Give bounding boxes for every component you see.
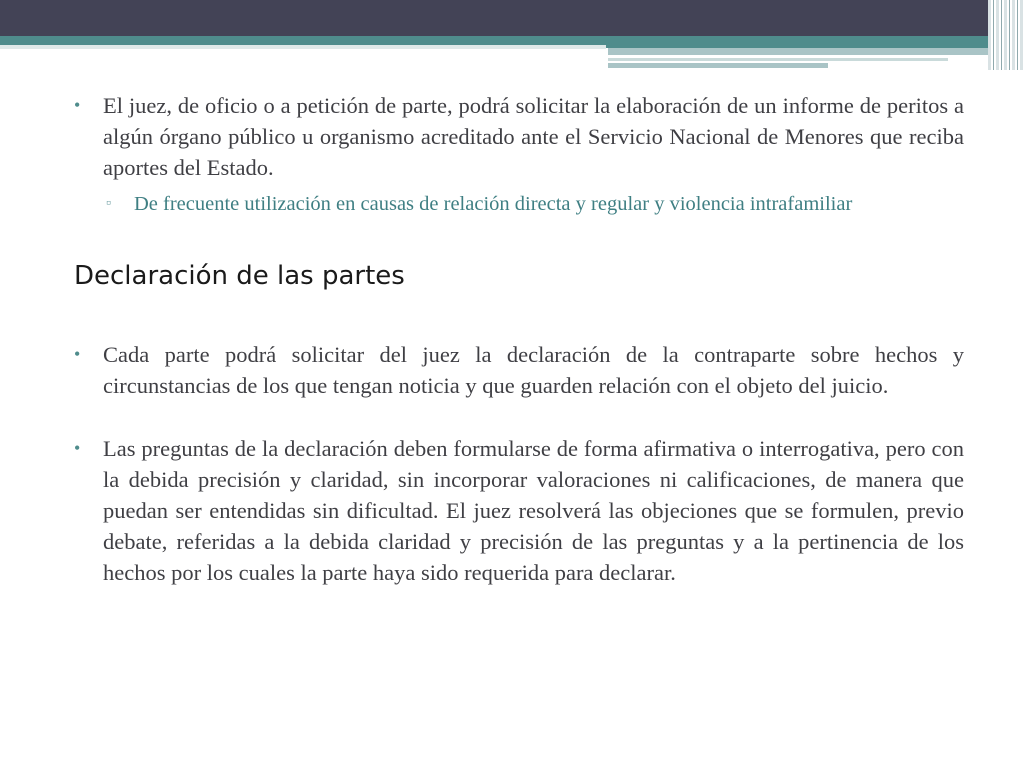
sub-bullet-text: De frecuente utilización en causas de relación directa y regular y violencia intrafamiliar <box>134 193 853 215</box>
bullet-item-preguntas <box>74 433 964 588</box>
bullet-icon: • <box>74 438 81 458</box>
bullet-text: Las preguntas de la declaración deben formularse de forma afirmativa o interrogativa, pero con la debida precisión y claridad, sin incorporar valoraciones ni calificaciones, de manera que puedan ser entendidas sin dificultad. El juez resolverá las objeciones que se formulen, previo debate, referidas a la debida claridad y precisión de las preguntas y a la pertinencia de los hechos por los cuales la parte haya sido requerida para declarar. <box>103 436 964 585</box>
sub-bullet-item <box>106 191 964 217</box>
header-band-light <box>0 45 606 49</box>
sub-bullet-icon: ▫ <box>106 196 111 211</box>
bullet-text: El juez, de oficio o a petición de parte, podrá solicitar la elaboración de un informe de peritos a algún órgano público u organismo acreditado ante el Servicio Nacional de Menores que reciba aportes del Estado. <box>103 93 964 180</box>
header-accent-bar <box>608 48 988 55</box>
bullet-icon: • <box>74 344 81 364</box>
header-stripes-decoration <box>988 0 1024 70</box>
bullet-item-solicitud <box>74 339 964 401</box>
bullet-text: Cada parte podrá solicitar del juez la declaración de la contraparte sobre hechos y circunstancias de los que tengan noticia y que guarden relación con el objeto del juicio. <box>103 342 964 398</box>
header-accent-bar-short <box>608 63 828 68</box>
section-heading: Declaración de las partes <box>74 261 405 291</box>
header-accent-line <box>608 58 948 61</box>
bullet-item-peritos <box>74 90 964 183</box>
slide-content <box>74 90 964 588</box>
header-band-dark <box>0 0 1024 36</box>
bullet-icon: • <box>74 95 81 115</box>
